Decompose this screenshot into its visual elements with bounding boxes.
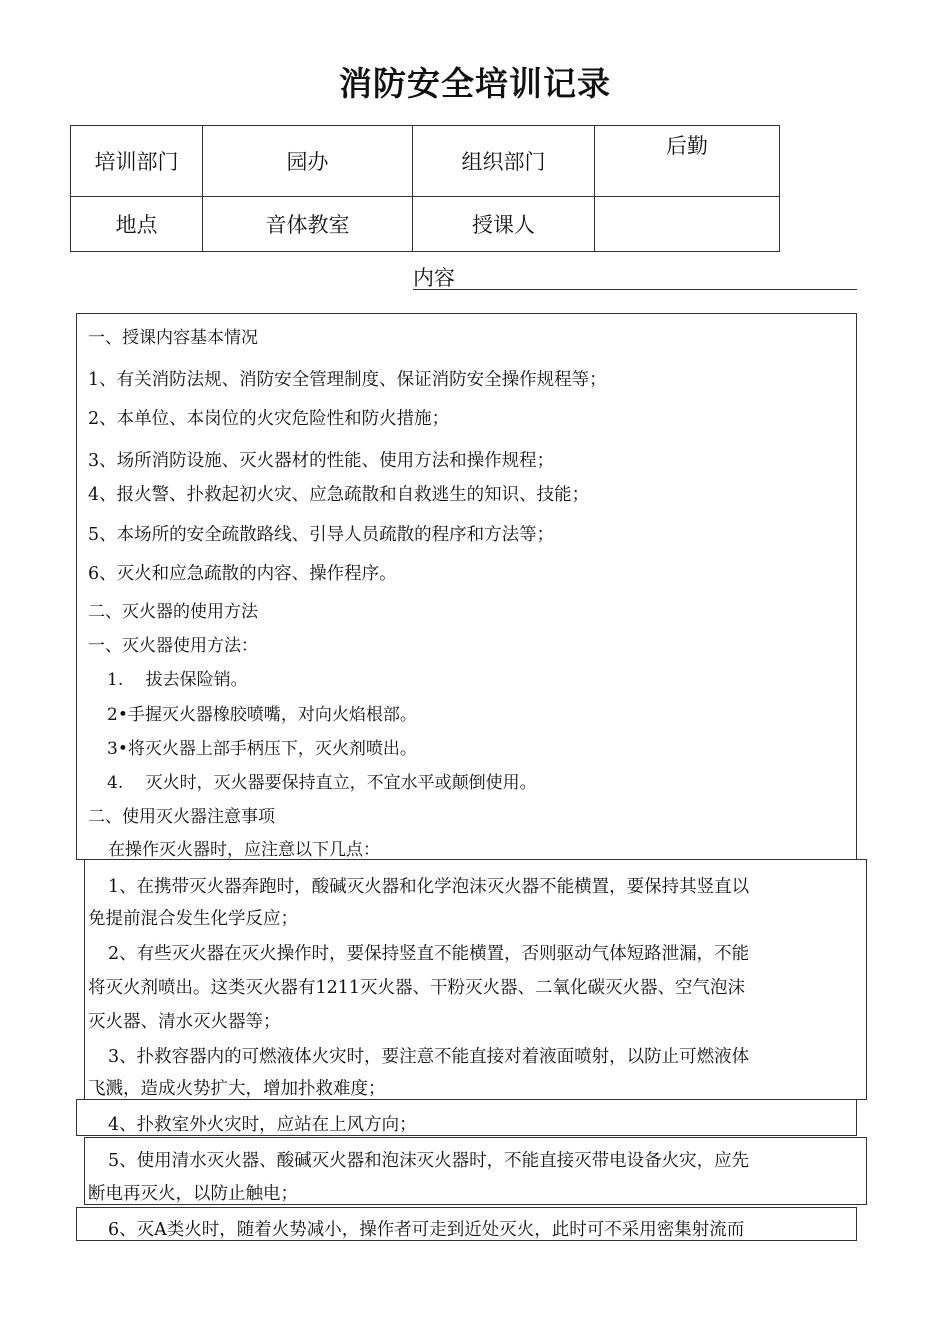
note-line: 2、有些灭火器在灭火操作时，要保持竖直不能横置，否则驱动气体短路泄漏，不能 [108, 944, 750, 964]
sub-heading: 一、灭火器使用方法： [88, 636, 258, 656]
info-table [70, 125, 780, 252]
note-line: 免提前混合发生化学反应； [88, 909, 298, 929]
page-title: 消防安全培训记录 [339, 64, 611, 103]
section-heading: 内容 [413, 266, 455, 290]
lecturer-value [595, 197, 780, 252]
note-line: 断电再灭火，以防止触电； [88, 1184, 298, 1204]
training-department-label: 培训部门 [71, 126, 203, 197]
step-item: 2•手握灭火器橡胶喷嘴，对向火焰根部。 [107, 705, 417, 725]
list-item: 5、本场所的安全疏散路线、引导人员疏散的程序和方法等； [88, 525, 555, 545]
note-line: 灭火器、清水灭火器等； [88, 1012, 281, 1032]
note-line: 4、扑救室外火灾时，应站在上风方向； [108, 1115, 417, 1135]
list-item: 1、有关消防法规、消防安全管理制度、保证消防安全操作规程等； [88, 370, 607, 390]
list-item: 2、本单位、本岗位的火灾危险性和防火措施； [88, 409, 450, 429]
info-row [71, 197, 780, 252]
part1-heading: 一、授课内容基本情况 [88, 328, 258, 348]
list-item: 4、报火警、扑救起初火灾、应急疏散和自救逃生的知识、技能； [88, 485, 590, 505]
training-department-value: 园办 [203, 126, 413, 197]
list-item: 6、灭火和应急疏散的内容、操作程序。 [88, 564, 397, 584]
note-line: 飞溅，造成火势扩大，增加扑救难度； [88, 1079, 386, 1099]
list-item: 3、场所消防设施、灭火器材的性能、使用方法和操作规程； [88, 451, 555, 471]
part2-heading: 二、灭火器的使用方法 [88, 602, 258, 622]
note-line: 1、在携带灭火器奔跑时，酸碱灭火器和化学泡沫灭火器不能横置，要保持其竖直以 [108, 877, 750, 897]
location-value: 音体教室 [203, 197, 413, 252]
info-row [71, 126, 780, 197]
step-item: 1. 拔去保险销。 [107, 670, 248, 690]
note-line: 3、扑救容器内的可燃液体火灾时，要注意不能直接对着液面喷射，以防止可燃液体 [108, 1047, 750, 1067]
section-underline [413, 289, 857, 290]
location-label: 地点 [71, 197, 203, 252]
organizing-department-value: 后勤 [595, 126, 780, 197]
lecturer-label: 授课人 [413, 197, 595, 252]
step-item: 3•将灭火器上部手柄压下，灭火剂喷出。 [107, 739, 417, 759]
intro-text: 在操作灭火器时，应注意以下几点： [108, 840, 380, 860]
note-line: 将灭火剂喷出。这类灭火器有1211灭火器、干粉灭火器、二氧化碳灭火器、空气泡沫 [88, 978, 746, 998]
note-line: 5、使用清水灭火器、酸碱灭火器和泡沫灭火器时，不能直接灭带电设备火灾，应先 [108, 1151, 750, 1171]
step-item: 4. 灭火时，灭火器要保持直立，不宜水平或颠倒使用。 [107, 773, 537, 793]
note-line: 6、灭A类火时，随着火势减小，操作者可走到近处灭火，此时可不采用密集射流而 [108, 1220, 745, 1240]
sub-heading: 二、使用灭火器注意事项 [88, 807, 275, 827]
organizing-department-label: 组织部门 [413, 126, 595, 197]
